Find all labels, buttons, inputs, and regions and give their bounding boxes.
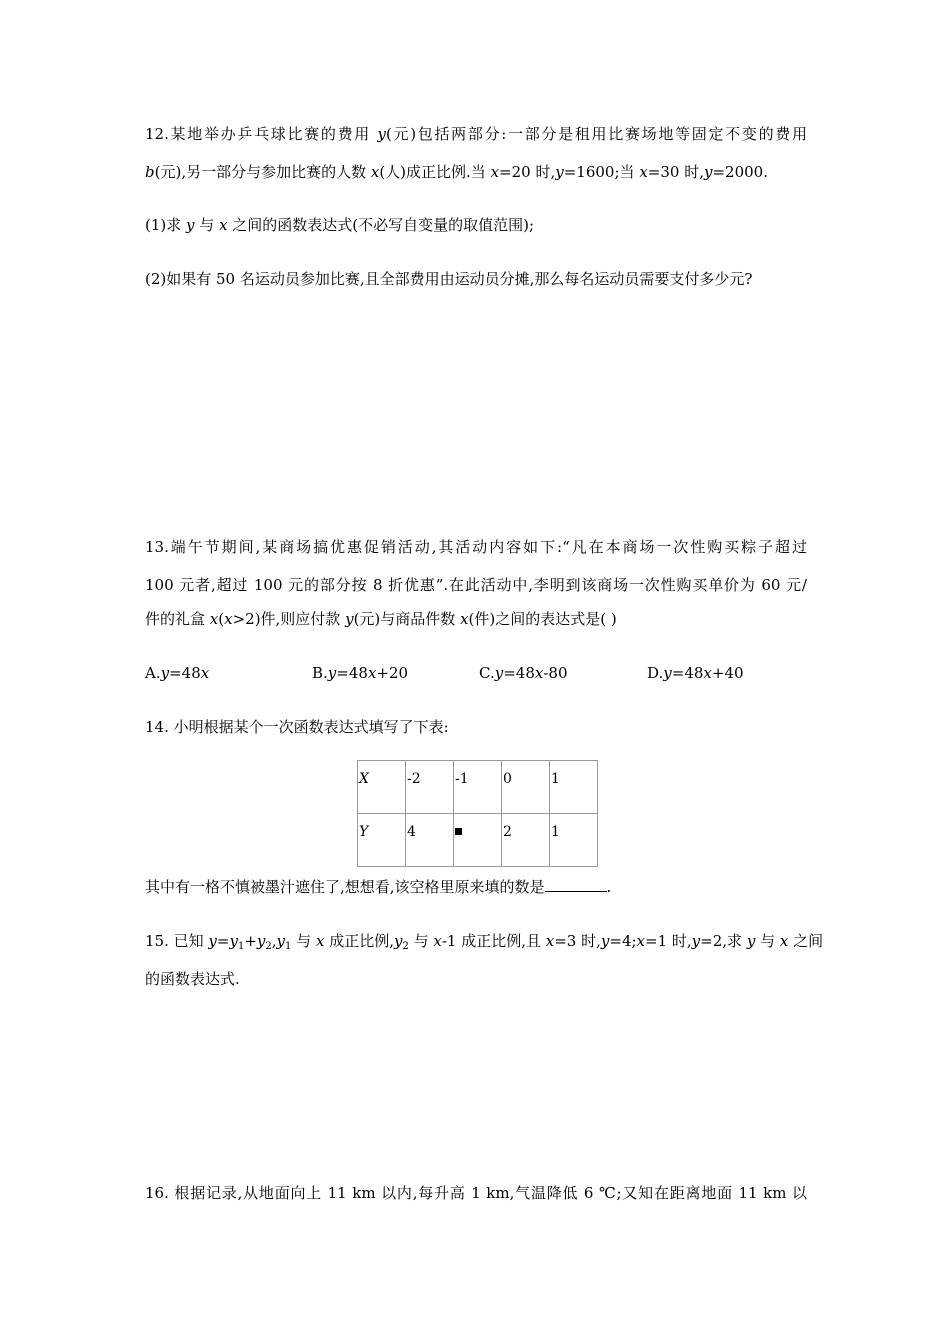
table-cell: 2 <box>502 814 550 867</box>
table-cell-ink-blot <box>454 814 502 867</box>
q13-option-a: A.y=48x <box>145 664 210 682</box>
q14-question: 其中有一格不慎被墨汁遮住了,想想看,该空格里原来填的数是 . <box>145 878 612 896</box>
q12-line-2: b(元),另一部分与参加比赛的人数 x(人)成正比例.当 x=20 时,y=1600;当 x=30 时,y=2000. <box>145 163 768 181</box>
q12-line-1: 12.某地举办乒乓球比赛的费用 y(元)包括两部分:一部分是租用比赛场地等固定不变的费用 <box>145 125 807 143</box>
q12-part-2: (2)如果有 50 名运动员参加比赛,且全部费用由运动员分摊,那么每名运动员需要支付多少元? <box>145 270 753 288</box>
q13-line-3: 件的礼盒 x(x>2)件,则应付款 y(元)与商品件数 x(件)之间的表达式是( ) <box>145 610 617 628</box>
ink-blot-square-icon <box>455 828 462 835</box>
q13-option-c: C.y=48x-80 <box>479 664 568 682</box>
table-cell: 1 <box>550 761 598 814</box>
q15-line-1: 15. 已知 $y=y_1+y_2,y_1$ 与 x 成正比例$,y_2$ 与 x-1 成正比例,且 x=3 时,y=4;x=1 时,y=2,求 y 与 x 之间 <box>145 932 824 952</box>
q13-line-2: 100 元者,超过 100 元的部分按 8 折优惠”.在此活动中,李明到该商场一次性购买单价为 60 元/ <box>145 576 807 594</box>
q12-part-1: (1)求 y 与 x 之间的函数表达式(不必写自变量的取值范围); <box>145 216 535 234</box>
table-cell: 1 <box>550 814 598 867</box>
q13-option-b: B.y=48x+20 <box>312 664 409 682</box>
q14-value-table <box>357 760 598 867</box>
q16-line-1: 16. 根据记录,从地面向上 11 km 以内,每升高 1 km,气温降低 6 ℃;又知在距离地面 11 km 以 <box>145 1184 807 1202</box>
table-row <box>358 814 598 867</box>
table-row <box>358 761 598 814</box>
q13-line-1: 13.端午节期间,某商场搞优惠促销活动,其活动内容如下:“凡在本商场一次性购买粽子超过 <box>145 538 807 556</box>
table-cell: -2 <box>406 761 454 814</box>
table-cell-x-header: X <box>358 761 406 814</box>
table-cell-y-header: Y <box>358 814 406 867</box>
table-cell: -1 <box>454 761 502 814</box>
q14-intro: 14. 小明根据某个一次函数表达式填写了下表: <box>145 718 449 736</box>
q13-option-d: D.y=48x+40 <box>647 664 744 682</box>
table-cell: 0 <box>502 761 550 814</box>
q15-line-2: 的函数表达式. <box>145 970 240 988</box>
answer-blank <box>545 877 607 892</box>
table-cell: 4 <box>406 814 454 867</box>
